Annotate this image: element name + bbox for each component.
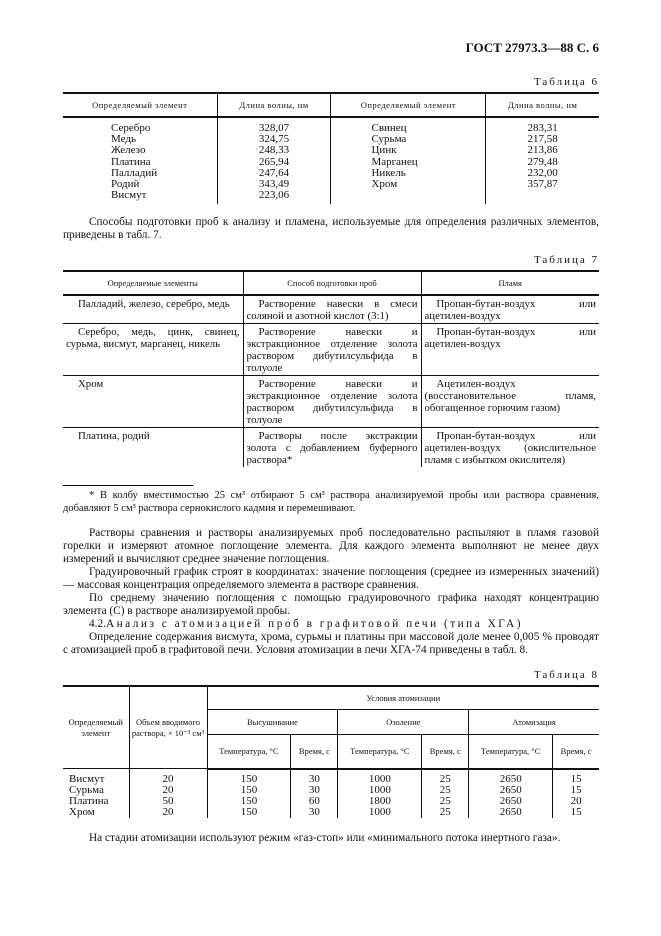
table-cell: 223,06: [217, 190, 331, 204]
table-cell: Платина: [69, 794, 109, 807]
table-cell: 2650: [469, 796, 553, 807]
table-cell: Пропан-бутан-воздух или ацетилен-воздух: [421, 295, 599, 324]
table-cell: 279,48: [486, 157, 599, 168]
table-cell: Платина: [111, 155, 151, 168]
table-cell: 25: [422, 796, 469, 807]
table-cell: 328,07: [217, 117, 331, 134]
table-cell: 25: [422, 807, 469, 818]
table-cell: Пропан-бутан-воздух или ацетилен-воздух: [421, 324, 599, 376]
paragraph: По среднему значению поглощения с помощью градуировочного графика находят концентрацию элемента (C) в растворе анализируемой пробы.: [63, 592, 599, 618]
t8-header: Температура, °C: [207, 735, 291, 769]
table-cell: 20: [129, 769, 207, 785]
table-cell: Растворение навески в смеси соляной и азотной кислот (3:1): [243, 295, 421, 324]
table-cell: 213,86: [486, 145, 599, 156]
table-row: [63, 807, 599, 818]
table6-caption: Таблица 6: [533, 76, 599, 88]
table-cell: 217,58: [486, 134, 599, 145]
paragraph: Способы подготовки проб к анализу и пламена, используемые для определения различных элементов, приведены в табл. 7.: [63, 216, 599, 242]
t8-stage: Озоление: [338, 710, 469, 735]
table-cell: 60: [291, 796, 338, 807]
table-cell: Пропан-бутан-воздух или ацетилен-воздух (окислительное пламя с избытком окислителя): [421, 428, 599, 468]
table-row: [63, 295, 599, 324]
table-cell: Родий: [111, 178, 140, 191]
table-cell: 1000: [338, 769, 422, 785]
table-cell: Растворение навески и экстракционное отделение золота раствором дибутилсульфида в толуоле: [243, 324, 421, 376]
table-cell: 2650: [469, 807, 553, 818]
t8-header: Условия атомизации: [207, 686, 599, 710]
table-cell: Сурьма: [69, 783, 104, 796]
table-6: [63, 92, 599, 204]
table-cell: 20: [129, 807, 207, 818]
table-cell: Серебро, медь, цинк, свинец, сурьма, висмут, марганец, никель: [63, 324, 243, 376]
table-row: [63, 145, 599, 156]
table-cell: Марганец: [331, 157, 486, 168]
table-cell: 15: [553, 807, 599, 818]
t7-header: Способ подготовки проб: [243, 271, 421, 295]
table-cell: 25: [422, 769, 469, 785]
t6-header: Длина волны, нм: [486, 93, 599, 117]
paragraph: Определение содержания висмута, хрома, сурьмы и платины при массовой доле менее 0,005 % проводят с атомизацией проб в графитовой печи. Условия атомизации в печи ХГА-74 приведены в табл. 8.: [63, 631, 599, 657]
table-cell: Цинк: [331, 145, 486, 156]
table-cell: Хром: [331, 179, 486, 190]
table-cell: 232,00: [486, 168, 599, 179]
table-cell: 25: [422, 785, 469, 796]
table-cell: Висмут: [69, 772, 105, 785]
table-row: [63, 769, 599, 785]
t6-header: Определяемый элемент: [63, 93, 217, 117]
paragraph: Градуировочный график строят в координатах: значение поглощения (среднее из измеренных значений) — массовая концентрация определяемого элемента в растворе сравнения.: [63, 566, 599, 592]
t8-header: Температура, °C: [338, 735, 422, 769]
t8-header: Температура, °C: [469, 735, 553, 769]
table-cell: 20: [553, 796, 599, 807]
t8-header: Время, с: [553, 735, 599, 769]
table-cell: 247,64: [217, 168, 331, 179]
footnote: * В колбу вместимостью 25 см³ отбирают 5 см³ раствора анализируемой пробы или раствора сравнения, добавляют 5 см³ раствора сернокислого кадмия и перемешивают.: [63, 490, 599, 515]
table-cell: Хром: [69, 805, 95, 818]
table-cell: 30: [291, 807, 338, 818]
table-cell: 1800: [338, 796, 422, 807]
table-cell: 2650: [469, 769, 553, 785]
t8-header: Время, с: [291, 735, 338, 769]
table-cell: Растворы после экстракции золота с добавлением буферного раствора*: [243, 428, 421, 468]
table-cell: 15: [553, 785, 599, 796]
table-cell: Ацетилен-воздух (восстановительное пламя, обогащенное горючим газом): [421, 376, 599, 428]
t8-header: Время, с: [422, 735, 469, 769]
table-7: [63, 270, 599, 467]
table-cell: Никель: [331, 168, 486, 179]
table-cell: Свинец: [331, 117, 486, 134]
table-row: [63, 168, 599, 179]
table-cell: 15: [553, 769, 599, 785]
table-cell: 150: [207, 796, 291, 807]
table-cell: Палладий, железо, серебро, медь: [63, 295, 243, 324]
table-cell: Серебро: [111, 122, 151, 134]
table-cell: 30: [291, 769, 338, 785]
table8-caption: Таблица 8: [533, 669, 599, 682]
table-cell: [331, 190, 486, 204]
table-cell: 265,94: [217, 157, 331, 168]
t8-stage: Высушивание: [207, 710, 338, 735]
table-row: [63, 376, 599, 428]
table-cell: Сурьма: [331, 134, 486, 145]
table-cell: [486, 190, 599, 204]
table-row: [63, 428, 599, 468]
table-cell: 30: [291, 785, 338, 796]
table-cell: 324,75: [217, 134, 331, 145]
table-cell: 1000: [338, 785, 422, 796]
table-row: [63, 190, 599, 204]
table-cell: 343,49: [217, 179, 331, 190]
table-cell: Растворение навески и экстракционное отделение золота раствором дибутилсульфида в толуоле: [243, 376, 421, 428]
t8-stage: Атомизация: [469, 710, 599, 735]
table-cell: 283,31: [486, 117, 599, 134]
table-cell: 2650: [469, 785, 553, 796]
paragraph: На стадии атомизации используют режим «газ-стоп» или «минимального потока инертного газа».: [89, 831, 561, 844]
table-cell: 20: [129, 785, 207, 796]
t7-header: Определяемые элементы: [63, 271, 243, 295]
body-text: [63, 527, 599, 657]
table-cell: Платина, родий: [63, 428, 243, 468]
t6-header: Длина волны, нм: [217, 93, 331, 117]
paragraph: Растворы сравнения и растворы анализируемых проб последовательно распыляют в пламя газовой горелки и измеряют атомное поглощение элемента. Для каждого элемента выполняют не менее двух измерений и вычисляют среднее значение поглощения.: [63, 527, 599, 566]
t8-header: Объем вводимого раствора, × 10⁻³ см³: [129, 686, 207, 769]
table-cell: 150: [207, 785, 291, 796]
table-cell: 50: [129, 796, 207, 807]
table-row: [63, 324, 599, 376]
t7-header: Пламя: [421, 271, 599, 295]
table-row: [63, 117, 599, 134]
section-heading: 4.2.Анализ с атомизацией проб в графитовой печи (типа ХГА): [89, 618, 523, 631]
table-cell: 150: [207, 807, 291, 818]
table-cell: Хром: [63, 376, 243, 428]
table-cell: 150: [207, 769, 291, 785]
table-cell: 357,87: [486, 179, 599, 190]
t6-header: Определяемый элемент: [331, 93, 486, 117]
table-cell: 248,33: [217, 145, 331, 156]
table-cell: Висмут: [111, 189, 147, 202]
table-cell: Железо: [111, 144, 146, 157]
table-8: [63, 685, 599, 818]
table-cell: 1000: [338, 807, 422, 818]
footnote-divider: [63, 485, 193, 486]
table-cell: Медь: [111, 133, 136, 146]
page-header: ГОСТ 27973.3—88 С. 6: [465, 40, 599, 55]
table7-caption: Таблица 7: [533, 254, 599, 267]
t8-header: Определяемый элемент: [63, 686, 129, 769]
table-cell: Палладий: [111, 166, 158, 179]
